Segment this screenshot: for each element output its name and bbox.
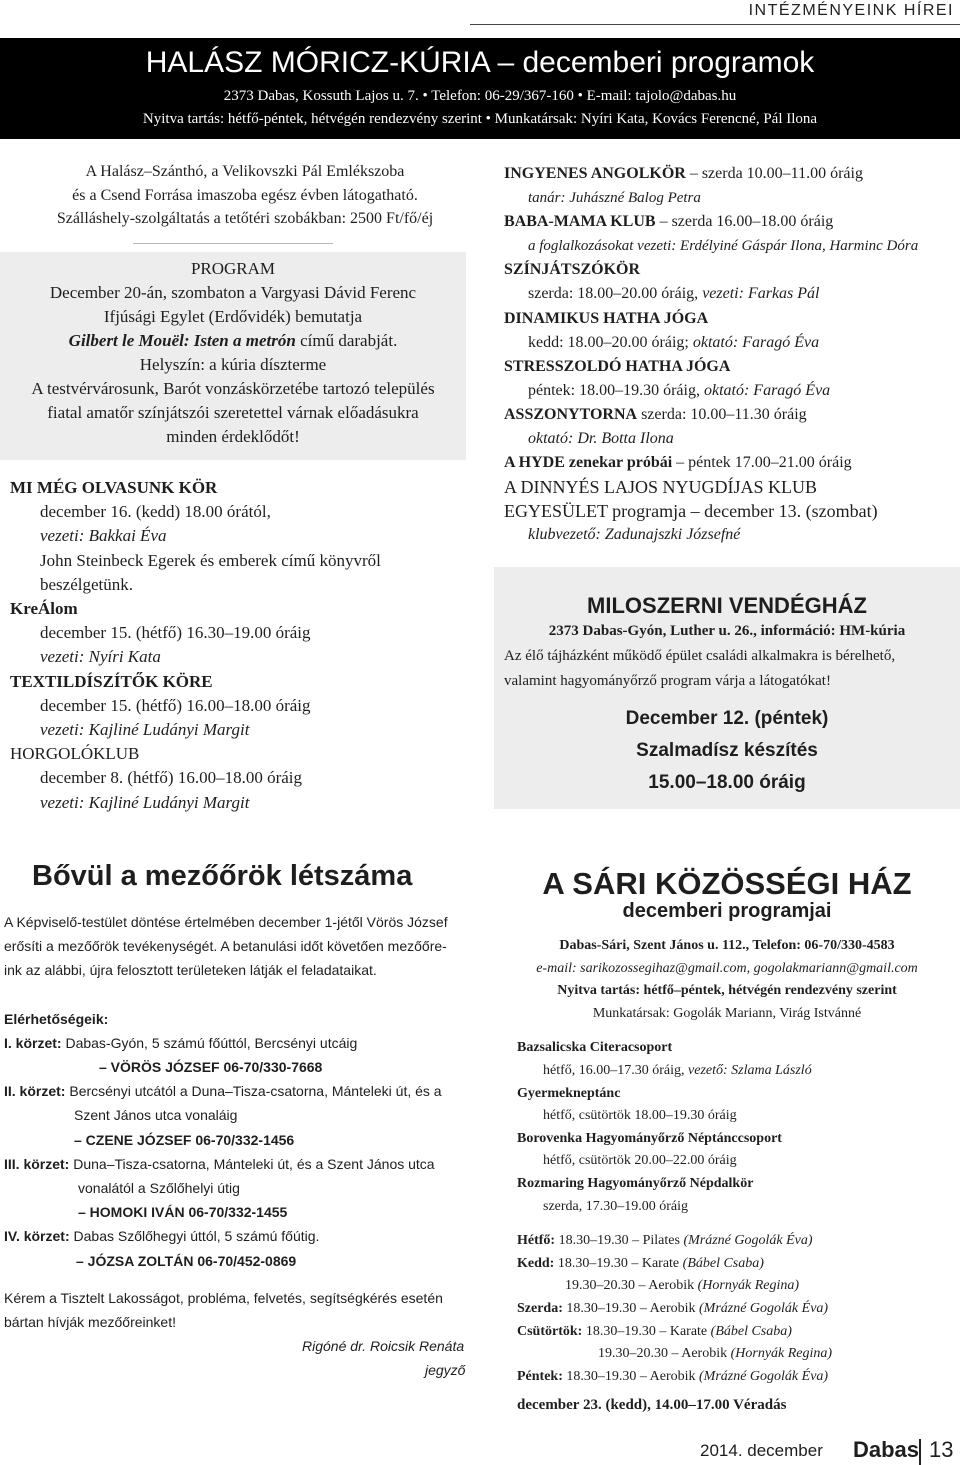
program-play-line <box>0 329 466 353</box>
district-label: III. körzet: <box>4 1155 70 1172</box>
kuria-header <box>0 38 960 139</box>
schedule-time-text: péntek: 18.00–19.30 óráig, <box>528 381 700 399</box>
page-title: HALÁSZ MÓRICZ-KÚRIA – decemberi programok <box>145 46 815 79</box>
footer-brand: Dabas <box>853 1437 920 1462</box>
schedule-item <box>504 499 960 523</box>
weekly-row <box>517 1230 960 1253</box>
weekday: Szerda: <box>517 1300 563 1316</box>
group-name: Bazsalicska Citeracsoport <box>517 1040 673 1056</box>
weekly-time: 18.30–19.30 – Aerobik <box>562 1300 699 1316</box>
weekly-time: 18.30–19.30 – Aerobik <box>562 1368 699 1384</box>
blood-donation: december 23. (kedd), 14.00–17.00 Véradás <box>517 1397 787 1414</box>
mezoor-closing: bártan hívják mezőőreinket! <box>4 1314 176 1331</box>
club-leader: vezeti: Nyíri Kata <box>40 647 161 667</box>
group-name: Gyermekneptánc <box>517 1085 621 1101</box>
group-leader: vezető: Szlama László <box>684 1062 812 1078</box>
schedule-item <box>504 403 960 427</box>
schedule-item <box>504 451 960 475</box>
club-name: HORGOLÓKLUB <box>10 744 140 764</box>
schedule-name: A DINNYÉS LAJOS NYUGDÍJAS KLUB <box>504 477 818 498</box>
schedule-name: ASSZONYTORNA <box>504 405 638 423</box>
district-label: II. körzet: <box>4 1083 66 1100</box>
footer-separator <box>919 1439 921 1465</box>
schedule-time-text: kedd: 18.00–20.00 óráig; <box>528 333 689 351</box>
play-title: Gilbert le Mouël: Isten a metrón <box>68 331 296 350</box>
schedule-leader: oktató: Dr. Botta Ilona <box>528 430 674 448</box>
group-name: Rozmaring Hagyományőrző Népdalkör <box>517 1175 754 1191</box>
club-leader: vezeti: Kajliné Ludányi Margit <box>40 792 250 812</box>
schedule-name: STRESSZOLDÓ HATHA JÓGA <box>504 357 731 375</box>
kuria-intro <box>0 160 490 231</box>
weekly-time: 18.30–19.30 – Pilates <box>555 1233 684 1249</box>
district-contact: – HOMOKI IVÁN 06-70/332-1455 <box>78 1204 288 1221</box>
schedule-leader: vezeti: Farkas Pál <box>698 285 820 303</box>
mezoor-closing: Kérem a Tisztelt Lakosságot, probléma, felvetés, segítségkérés esetén <box>4 1289 443 1306</box>
schedule-time <box>504 331 960 355</box>
weekly-time: 18.30–19.30 – Karate <box>582 1323 711 1339</box>
district-text: Szent János utca vonaláig <box>74 1107 238 1124</box>
group-time: hétfő, csütörtök 20.00–22.00 óráig <box>543 1153 737 1169</box>
club-name: TEXTILDÍSZÍTŐK KÖRE <box>10 671 213 691</box>
miloszerni-box <box>494 567 960 809</box>
page-number: 13 <box>929 1437 954 1462</box>
schedule-name: SZÍNJÁTSZÓKÖR <box>504 261 641 279</box>
weekly-time: 19.30–20.30 – Aerobik <box>598 1346 731 1362</box>
district-contact: – JÓZSA ZOLTÁN 06-70/452-0869 <box>76 1252 297 1269</box>
weekly-leader: (Mrázné Gogolák Éva) <box>683 1233 813 1249</box>
mezoor-reach-heading: Elérhetőségeik: <box>4 1010 109 1027</box>
schedule-leader: tanár: Juhászné Balog Petra <box>528 190 701 207</box>
schedule-name: DINAMIKUS HATHA JÓGA <box>504 309 709 327</box>
sari-staff: Munkatársak: Gogolák Mariann, Virág Istvánné <box>592 1005 862 1021</box>
schedule-time: szerda: 10.00–11.30 óráig <box>637 405 807 423</box>
district-contact: – VÖRÖS JÓZSEF 06-70/330-7668 <box>99 1059 323 1076</box>
weekday: Kedd: <box>517 1255 555 1271</box>
weekly-time: 18.30–19.30 – Karate <box>554 1255 683 1271</box>
sari-address: Dabas-Sári, Szent János u. 112., Telefon: 06-70/330-4583 <box>559 938 895 953</box>
weekly-row <box>517 1343 960 1366</box>
club-desc: beszélgetünk. <box>40 574 133 594</box>
weekly-leader: (Hornyák Regina) <box>730 1346 833 1362</box>
program-line: December 20-án, szombaton a Vargyasi Dávid Ferenc <box>49 283 417 302</box>
club-list <box>10 476 470 815</box>
district-line <box>4 1079 474 1103</box>
club-leader: vezeti: Bakkai Éva <box>40 526 167 546</box>
sari-hours: Nyitva tartás: hétfő–péntek, hétvégén rendezvény szerint <box>557 983 897 999</box>
district-text: vonalától a Szőlőhelyi útig <box>78 1180 240 1197</box>
district-line <box>4 1031 474 1055</box>
signature-title: jegyző <box>425 1362 466 1379</box>
weekday: Csütörtök: <box>517 1323 583 1339</box>
sari-article <box>494 935 960 1417</box>
schedule-name: BABA-MAMA KLUB <box>504 213 656 231</box>
schedule-leader: oktató: Faragó Éva <box>699 381 831 399</box>
weekly-leader: (Mrázné Gogolák Éva) <box>699 1368 829 1384</box>
group-name: Borovenka Hagyományőrző Néptánccsoport <box>517 1130 782 1146</box>
weekly-row <box>517 1275 960 1298</box>
miloszerni-event: Szalmadísz készítés <box>636 740 818 761</box>
club-desc: John Steinbeck Egerek és emberek című könyvről <box>40 550 381 570</box>
miloszerni-title: MILOSZERNI VENDÉGHÁZ <box>587 593 867 618</box>
schedule-item <box>504 162 960 186</box>
mezoor-paragraph-line: erősíti a mezőőrök tevékenységét. A betanulási időt követően mezőőre- <box>4 938 447 955</box>
club-name: KreÁlom <box>10 599 78 619</box>
program-line: Ifjúsági Egylet (Erdővidék) bemutatja <box>103 307 363 326</box>
sari-email: e-mail: sarikozossegihaz@gmail.com, gogolakmariann@gmail.com <box>536 960 918 976</box>
schedule-name: INGYENES ANGOLKÖR <box>504 165 686 182</box>
district-line <box>4 1152 474 1176</box>
kuria-schedule <box>504 162 960 548</box>
miloszerni-date: December 12. (péntek) <box>625 708 829 729</box>
schedule-time <box>504 379 960 403</box>
weekday: Péntek: <box>517 1368 563 1384</box>
play-suffix: című darabját. <box>295 331 398 350</box>
mezoor-article <box>4 910 474 1383</box>
group-time: szerda, 17.30–19.00 óráig <box>543 1198 689 1214</box>
sari-groups <box>494 1037 960 1417</box>
program-line: fiatal amatőr színjátszói szeretettel várnak előadásukra <box>47 403 419 422</box>
group-time: hétfő, csütörtök 18.00–19.30 óráig <box>543 1108 737 1124</box>
district-text: Bercsényi utcától a Duna–Tisza-csatorna, Mánteleki út, és a <box>65 1083 442 1100</box>
group-time <box>517 1060 960 1083</box>
weekly-leader: (Bábel Csaba) <box>710 1323 792 1339</box>
weekly-row <box>517 1253 960 1276</box>
weekly-leader: (Bábel Csaba) <box>682 1255 764 1271</box>
district-text: Dabas Szőlőhegyi úttól, 5 számú főútig. <box>69 1228 320 1245</box>
weekly-row <box>517 1321 960 1344</box>
miloszerni-address: 2373 Dabas-Gyón, Luther u. 26., információ: HM-kúria <box>548 623 906 639</box>
group-time-text: hétfő, 16.00–17.30 óráig, <box>543 1062 685 1078</box>
sari-title: A SÁRI KÖZÖSSÉGI HÁZ <box>542 866 912 901</box>
schedule-time: – szerda 16.00–18.00 óráig <box>655 213 834 231</box>
program-venue: Helyszín: a kúria díszterme <box>139 355 327 374</box>
program-line: A testvérvárosunk, Barót vonzáskörzetébe tartozó település <box>31 379 435 398</box>
district-text: Dabas-Gyón, 5 számú főúttól, Bercsényi utcáig <box>61 1034 358 1051</box>
program-heading: PROGRAM <box>190 259 276 278</box>
intro-line: Szálláshely-szolgáltatás a tetőtéri szobákban: 2500 Ft/fő/éj <box>56 210 434 227</box>
club-time: december 8. (hétfő) 16.00–18.00 óráig <box>40 768 302 788</box>
footer-date: 2014. december <box>700 1441 823 1460</box>
mezoor-paragraph-line: ink az alábbi, újra felosztott területeken látják el feladataikat. <box>4 962 377 979</box>
miloszerni-time: 15.00–18.00 óráig <box>648 772 806 793</box>
weekly-row <box>517 1366 960 1389</box>
schedule-time <box>504 282 960 306</box>
club-time: december 16. (kedd) 18.00 órától, <box>40 502 271 522</box>
schedule-time-text: szerda: 18.00–20.00 óráig, <box>528 285 699 303</box>
club-time: december 15. (hétfő) 16.30–19.00 óráig <box>40 623 311 643</box>
schedule-item <box>504 210 960 234</box>
miloszerni-desc: valamint hagyományőrző program várja a látogatókat! <box>504 673 831 689</box>
program-box <box>0 252 466 460</box>
weekday: Hétfő: <box>517 1233 556 1249</box>
intro-divider <box>133 243 333 244</box>
header-hours: Nyitva tartás: hétfő-péntek, hétvégén rendezvény szerint • Munkatársak: Nyíri Kata, Kovács Ferencné, Pál Ilona <box>142 111 818 127</box>
weekly-leader: (Mrázné Gogolák Éva) <box>699 1300 829 1316</box>
weekly-row <box>517 1298 960 1321</box>
schedule-time: – péntek 17.00–21.00 óráig <box>672 454 852 472</box>
program-line: minden érdeklődőt! <box>166 427 300 446</box>
schedule-leader: oktató: Faragó Éva <box>688 333 820 351</box>
sari-subtitle: decemberi programjai <box>622 900 832 922</box>
mezoor-title: Bővül a mezőőrök létszáma <box>32 860 413 892</box>
club-leader: vezeti: Kajliné Ludányi Margit <box>40 720 250 740</box>
weekly-time: 19.30–20.30 – Aerobik <box>565 1278 698 1294</box>
intro-line: és a Csend Forrása imaszoba egész évben látogatható. <box>72 186 418 204</box>
schedule-time: programja – december 13. (szombat) <box>607 501 878 522</box>
schedule-leader: klubvezető: Zadunajszki Józsefné <box>528 526 741 544</box>
header-address: 2373 Dabas, Kossuth Lajos u. 7. • Telefon: 06-29/367-160 • E-mail: tajolo@dabas.hu <box>223 88 737 104</box>
schedule-leader: a foglalkozásokat vezeti: Erdélyiné Gáspár Ilona, Harminc Dóra <box>528 238 919 255</box>
district-line <box>4 1224 474 1248</box>
intro-line: A Halász–Szánthó, a Velikovszki Pál Emlékszoba <box>85 163 405 180</box>
district-label: I. körzet: <box>4 1034 62 1051</box>
district-contact: – CZENE JÓZSEF 06-70/332-1456 <box>74 1131 295 1148</box>
district-label: IV. körzet: <box>4 1228 70 1245</box>
signature-name: Rigóné dr. Roicsik Renáta <box>302 1338 465 1355</box>
section-divider <box>470 24 960 25</box>
schedule-time: – szerda 10.00–11.00 óráig <box>685 165 863 182</box>
district-text: Duna–Tisza-csatorna, Mánteleki út, és a Szent János utca <box>69 1155 435 1172</box>
weekly-leader: (Hornyák Regina) <box>697 1278 800 1294</box>
club-time: december 15. (hétfő) 16.00–18.00 óráig <box>40 695 311 715</box>
club-name: MI MÉG OLVASUNK KÖR <box>10 478 218 497</box>
schedule-name: EGYESÜLET <box>504 501 608 522</box>
miloszerni-desc: Az élő tájházként működő épület családi alkalmakra is bérelhető, <box>504 648 896 664</box>
section-label: INTÉZMÉNYEINK HÍREI <box>748 2 954 19</box>
mezoor-paragraph-line: A Képviselő-testület döntése értelmében december 1-jétől Vörös József <box>4 914 448 930</box>
schedule-name: A HYDE zenekar próbái <box>504 454 673 472</box>
